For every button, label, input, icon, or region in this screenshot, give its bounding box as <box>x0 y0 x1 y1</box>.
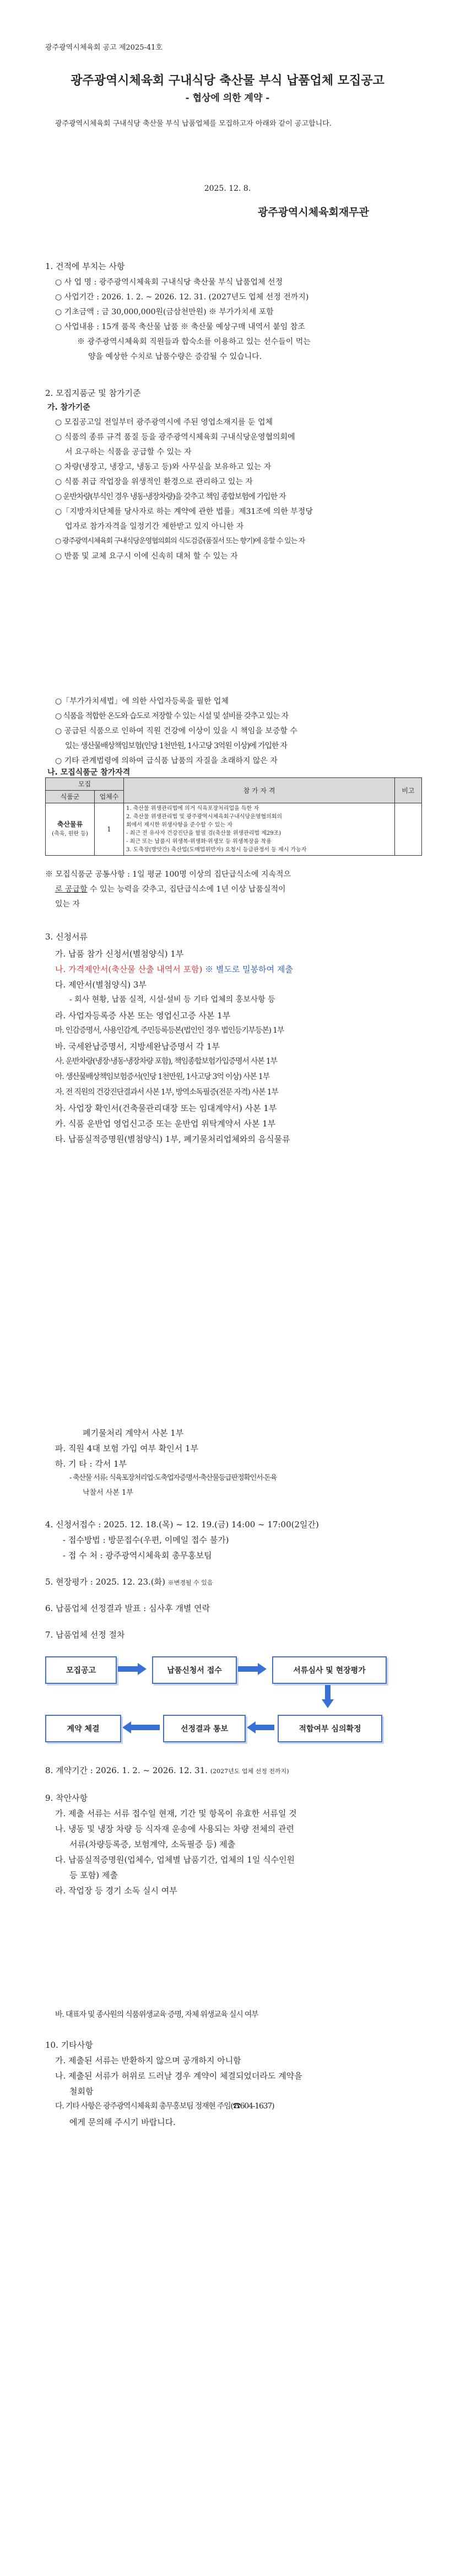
flow-step-1: 모집공고 <box>45 1656 117 1684</box>
s10-item: 나. 제출된 서류가 허위로 드러날 경우 계약이 체결되었더라도 계약을 <box>55 2071 302 2081</box>
arrow-right-icon <box>138 1663 147 1675</box>
s8-heading-text: 8. 계약기간 : 2026. 1. 2. ~ 2026. 12. 31. <box>45 1765 208 1775</box>
section-10-heading: 10. 기타사항 <box>45 2040 93 2050</box>
s2-sub-b: 나. 모집식품군 참가자격 <box>47 768 131 777</box>
td-req-line: 2. 축산물 위생관리법 및 광주광역시체육회구내식당운영협의회의 <box>126 814 283 820</box>
s5-small: ※변경될 수 있음 <box>167 1579 213 1586</box>
td-company-count: 1 <box>95 803 124 856</box>
s2-item: 서 요구하는 식품을 공급할 수 있는 자 <box>65 448 192 457</box>
s3-item: 차. 사업장 확인서(건축물관리대장 또는 임대계약서) 사본 1부 <box>55 1103 277 1113</box>
section-4-heading: 4. 신청서접수 : 2025. 12. 18.(목) ~ 12. 19.(금) 14:00 ~ 17:00(2일간) <box>45 1520 319 1530</box>
flow-step-3: 서류심사 및 현장평가 <box>272 1656 387 1684</box>
td-req-line: 1. 축산물 위생관리법에 의거 식육포장처리업을 득한 자 <box>126 806 259 812</box>
td-req-line: - 최근 또는 납품시 위생복·위생화·위생모 등 위생복장을 착용 <box>126 839 272 845</box>
section-8-heading <box>45 1763 289 1779</box>
td-req-line: - 최근 전 유사자 건강진단을 할필 검(축산물 위생관리법 제29조) <box>126 830 281 836</box>
s3-item: 폐기물처리 계약서 사본 1부 <box>83 1428 184 1438</box>
s2-item: ○ 공급된 식품으로 인하여 직원 건강에 이상이 있을 시 책임을 보증할 수 <box>55 727 297 736</box>
s3-item: 가. 납품 참가 신청서(별첨양식) 1부 <box>55 949 184 959</box>
th-recruit: 모집 <box>46 778 124 791</box>
s10-item: 다. 기타 사항은 광주광역시체육회 총무홍보팀 정재현 주임(☎604-1637) <box>55 2102 274 2111</box>
s3-item: - 축산물 서류: 식육포장처리업·도축업자증명서·축산물등급판정확인서·돈육 <box>69 1474 277 1482</box>
s9-item: 가. 제출 서류는 서류 접수일 현재, 기간 및 항목이 유효한 서류일 것 <box>55 1808 297 1818</box>
s2-item: ○「지방자치단체를 당사자로 하는 계약에 관한 법률」제31조에 의한 부정당 <box>55 507 313 516</box>
s3-item: 사. 운반차량(냉장·냉동·냉장차량 포함), 책임종합보험가입증명서 사본 1부 <box>55 1057 277 1066</box>
flow-arrow-shaft <box>118 1666 139 1672</box>
s2-note-line2: 있는 자 <box>55 900 80 909</box>
s2-item: ○ 운반차량(부식인 경우 냉동·냉장차량)을 갖추고 책임 종합보험에 가입한 자 <box>55 492 286 501</box>
flow-step-6: 계약 체결 <box>45 1715 121 1742</box>
s9-item: 나. 냉동 및 냉장 차량 등 식자재 운송에 사용되는 차량 전체의 관련 <box>55 1824 294 1834</box>
s3-item: 다. 제안서(별첨양식) 3부 <box>55 980 147 990</box>
flow-arrow-shaft <box>325 1685 331 1700</box>
s10-item: 철회함 <box>69 2086 94 2096</box>
flow-step-4: 적합여부 심의확정 <box>278 1715 382 1742</box>
td-req-line: 3. 도축장(방앗간) 축산업(도매업위반자) 요청시 등급판정서 등 제시 가능자 <box>126 847 307 853</box>
s3-item: 타. 납품실적증명원(별첨양식) 1부, 폐기물처리업체와의 음식물류 <box>55 1134 290 1144</box>
notice-number: 광주광역시체육회 공고 제2025-41호 <box>45 44 162 52</box>
th-company-count: 업체수 <box>95 791 124 803</box>
s5-heading-text: 5. 현장평가 : 2025. 12. 23.(화) <box>45 1577 166 1587</box>
s1-item: ※ 광주광역시체육회 직원들과 합숙소를 이용하고 있는 선수들이 먹는 <box>77 337 311 346</box>
s10-item: 가. 제출된 서류는 반환하지 않으며 공개하지 아니함 <box>55 2056 241 2065</box>
td-food-type-sub: (축육, 원란 등) <box>52 831 88 837</box>
s2-item: ○ 식품의 종류 규격 품질 등을 광주광역시체육회 구내식당운영협의회에 <box>55 433 295 442</box>
s3-item-price-proposal <box>55 962 293 976</box>
s3-item: 마. 인감증명서, 사용인감계, 주민등록등본(법인인 경우 법인등기부등본) 1부 <box>55 1026 284 1035</box>
td-food-type: 축산물류 <box>57 820 83 828</box>
s1-item: ○ 사업내용 : 15개 품목 축산물 납품 ※ 축산물 예상구매 내역서 붙임 참조 <box>55 323 305 331</box>
arrow-down-icon <box>322 1699 334 1708</box>
arrow-right-icon <box>258 1663 267 1675</box>
s3-item: - 회사 현황, 납품 실적, 시설·설비 등 기타 업체의 홍보사항 등 <box>69 995 275 1004</box>
s2-item: ○「부가가치세법」에 의한 사업자등록을 필한 업체 <box>55 697 229 706</box>
s2-item: 업자로 참가자격을 일정기간 제한받고 있지 아니한 자 <box>65 522 244 531</box>
s9-item: 등 포함) 제출 <box>69 1870 118 1880</box>
s2-note <box>45 868 291 881</box>
s2-item: ○ 광주광역시체육회 구내식당운영협의회의 식도검증(품질서 또는 향기)에 응할 수 있는 자 <box>55 537 305 545</box>
notice-title: 광주광역시체육회 구내식당 축산물 부식 납품업체 모집공고 <box>71 74 384 88</box>
s3-item: 낙찰서 사본 1부 <box>83 1489 133 1497</box>
s2-item: ○ 반품 및 교체 요구시 이에 신속히 대처 할 수 있는 자 <box>55 552 238 561</box>
flow-step-2: 납품신청서 접수 <box>152 1656 237 1684</box>
s3-item: 라. 사업자등록증 사본 또는 영업신고증 사본 1부 <box>55 1011 231 1021</box>
s1-item: 양을 예상한 수치로 납품수량은 증감될 수 있습니다. <box>88 352 262 361</box>
s2-note-underlined: 로 공급할 <box>55 885 88 894</box>
s9-item: 다. 납품실적증명원(업체수, 업체별 납품기간, 업체의 1일 식수인원 <box>55 1855 295 1865</box>
s3-item: 자. 전 직원의 건강진단결과서 사본 1부, 방역소독필증(전문 자격) 사본 1부 <box>55 1088 278 1097</box>
s9-item: 서류(차량등록증, 보험계약, 소독필증 등) 제출 <box>69 1839 236 1849</box>
flow-arrow-shaft <box>238 1666 259 1672</box>
s3-item: 하. 기 타 : 각서 1부 <box>55 1459 127 1469</box>
notice-date: 2025. 12. 8. <box>204 184 251 193</box>
s2-note <box>55 883 286 896</box>
section-9-heading: 9. 착안사항 <box>45 1793 88 1803</box>
section-2-heading: 2. 모집지품군 및 참가기준 <box>45 388 141 398</box>
s1-item: ○ 사 업 명 : 광주광역시체육회 구내식당 축산물 부식 납품업체 선정 <box>55 278 283 287</box>
td-req-line: 회에서 제시한 위생사항을 준수할 수 있는 자 <box>126 822 232 828</box>
section-7-heading: 7. 납품업체 선정 절차 <box>45 1630 125 1640</box>
s2-item: ○ 모집공고일 전일부터 광주광역시에 주된 영업소재지를 둔 업체 <box>55 418 273 427</box>
s1-item: ○ 사업기간 : 2026. 1. 2. ~ 2026. 12. 31. (2027년도 업체 선정 전까지) <box>55 293 309 302</box>
th-requirements: 참 가 자 격 <box>124 778 395 803</box>
section-6-heading: 6. 납품업체 선정결과 발표 : 심사후 개별 연락 <box>45 1603 210 1613</box>
intro-text: 광주광역시체육회 구내식당 축산물 부식 납품업체를 모집하고자 아래와 같이 공고합니다. <box>55 120 332 128</box>
s2-item: 있는 생산물배상책임보험(인당 1천만원, 1사고당 3억원 이상)에 가입한 자 <box>65 742 287 750</box>
s9-item: 라. 작업장 등 경기 소독 실시 여부 <box>55 1886 177 1896</box>
recruit-table <box>45 777 422 856</box>
s1-item: ○ 기초금액 : 금 30,000,000원(금삼천만원) ※ 부가가치세 포함 <box>55 308 274 316</box>
th-food-type: 식품군 <box>46 791 95 803</box>
section-5-heading <box>45 1575 213 1590</box>
s3-item: 파. 직원 4대 보험 가입 여부 확인서 1부 <box>55 1443 199 1453</box>
flow-arrow-shaft <box>130 1725 160 1730</box>
s8-small: (2027년도 업체 선정 전까지) <box>210 1768 289 1775</box>
section-3-heading: 3. 신청서류 <box>45 932 88 942</box>
s4-item: - 접수방법 : 방문접수(우편, 이메일 접수 불가) <box>63 1535 229 1545</box>
s2-item: ○ 차량(냉장고, 냉장고, 냉동고 등)와 사무실을 보유하고 있는 자 <box>55 463 272 471</box>
s2-note-line1: ※ 모집식품군 공통사항 : 1일 평균 100명 이상의 집단급식소에 지속적으 <box>45 870 291 879</box>
flow-arrow-shaft <box>254 1725 274 1730</box>
s2-item: ○ 식품을 적합한 온도와 습도로 저장할 수 있는 시설 및 설비를 갖추고 있는 자 <box>55 712 288 721</box>
s9-item: 바. 대표자 및 종사원의 식품위생교육 증명, 자체 위생교육 실시 여부 <box>55 2010 258 2019</box>
issuer-name: 광주광역시체육회재무관 <box>258 206 369 218</box>
section-1-heading: 1. 건적에 부치는 사항 <box>45 261 125 271</box>
s2-item: ○ 기타 관계법령에 의하여 급식품 납품의 자질을 초래하지 않은 자 <box>55 756 278 765</box>
price-proposal-text: 나. 가격제안서(축산물 산출 내역서 포함) <box>55 964 205 974</box>
s4-item: - 접 수 처 : 광주광역시체육회 총무홍보팀 <box>63 1550 212 1560</box>
s3-item: 아. 생산물배상책임보험증서(인당 1천만원, 1사고당 3억 이상) 사본 1부 <box>55 1072 270 1081</box>
notice-subtitle: - 협상에 의한 계약 - <box>185 93 270 104</box>
s2-sub-a: 가. 참가기준 <box>47 403 90 412</box>
s2-item: ○ 식품 취급 작업장을 위생적인 환경으로 관리하고 있는 자 <box>55 477 253 486</box>
s2-note-rest: 수 있는 능력을 갖추고, 집단급식소에 1년 이상 납품실적이 <box>87 885 286 894</box>
s10-item: 에게 문의해 주시기 바랍니다. <box>69 2117 176 2127</box>
th-note: 비고 <box>395 778 422 803</box>
flow-step-5: 선정결과 통보 <box>163 1715 246 1742</box>
sealed-submission-note: ※ 별도로 밀봉하여 제출 <box>205 964 293 974</box>
s3-item: 바. 국세완납증명서, 지방세완납증명서 각 1부 <box>55 1042 220 1051</box>
s3-item: 카. 식품 운반업 영업신고증 또는 운반업 위탁계약서 사본 1부 <box>55 1119 276 1129</box>
